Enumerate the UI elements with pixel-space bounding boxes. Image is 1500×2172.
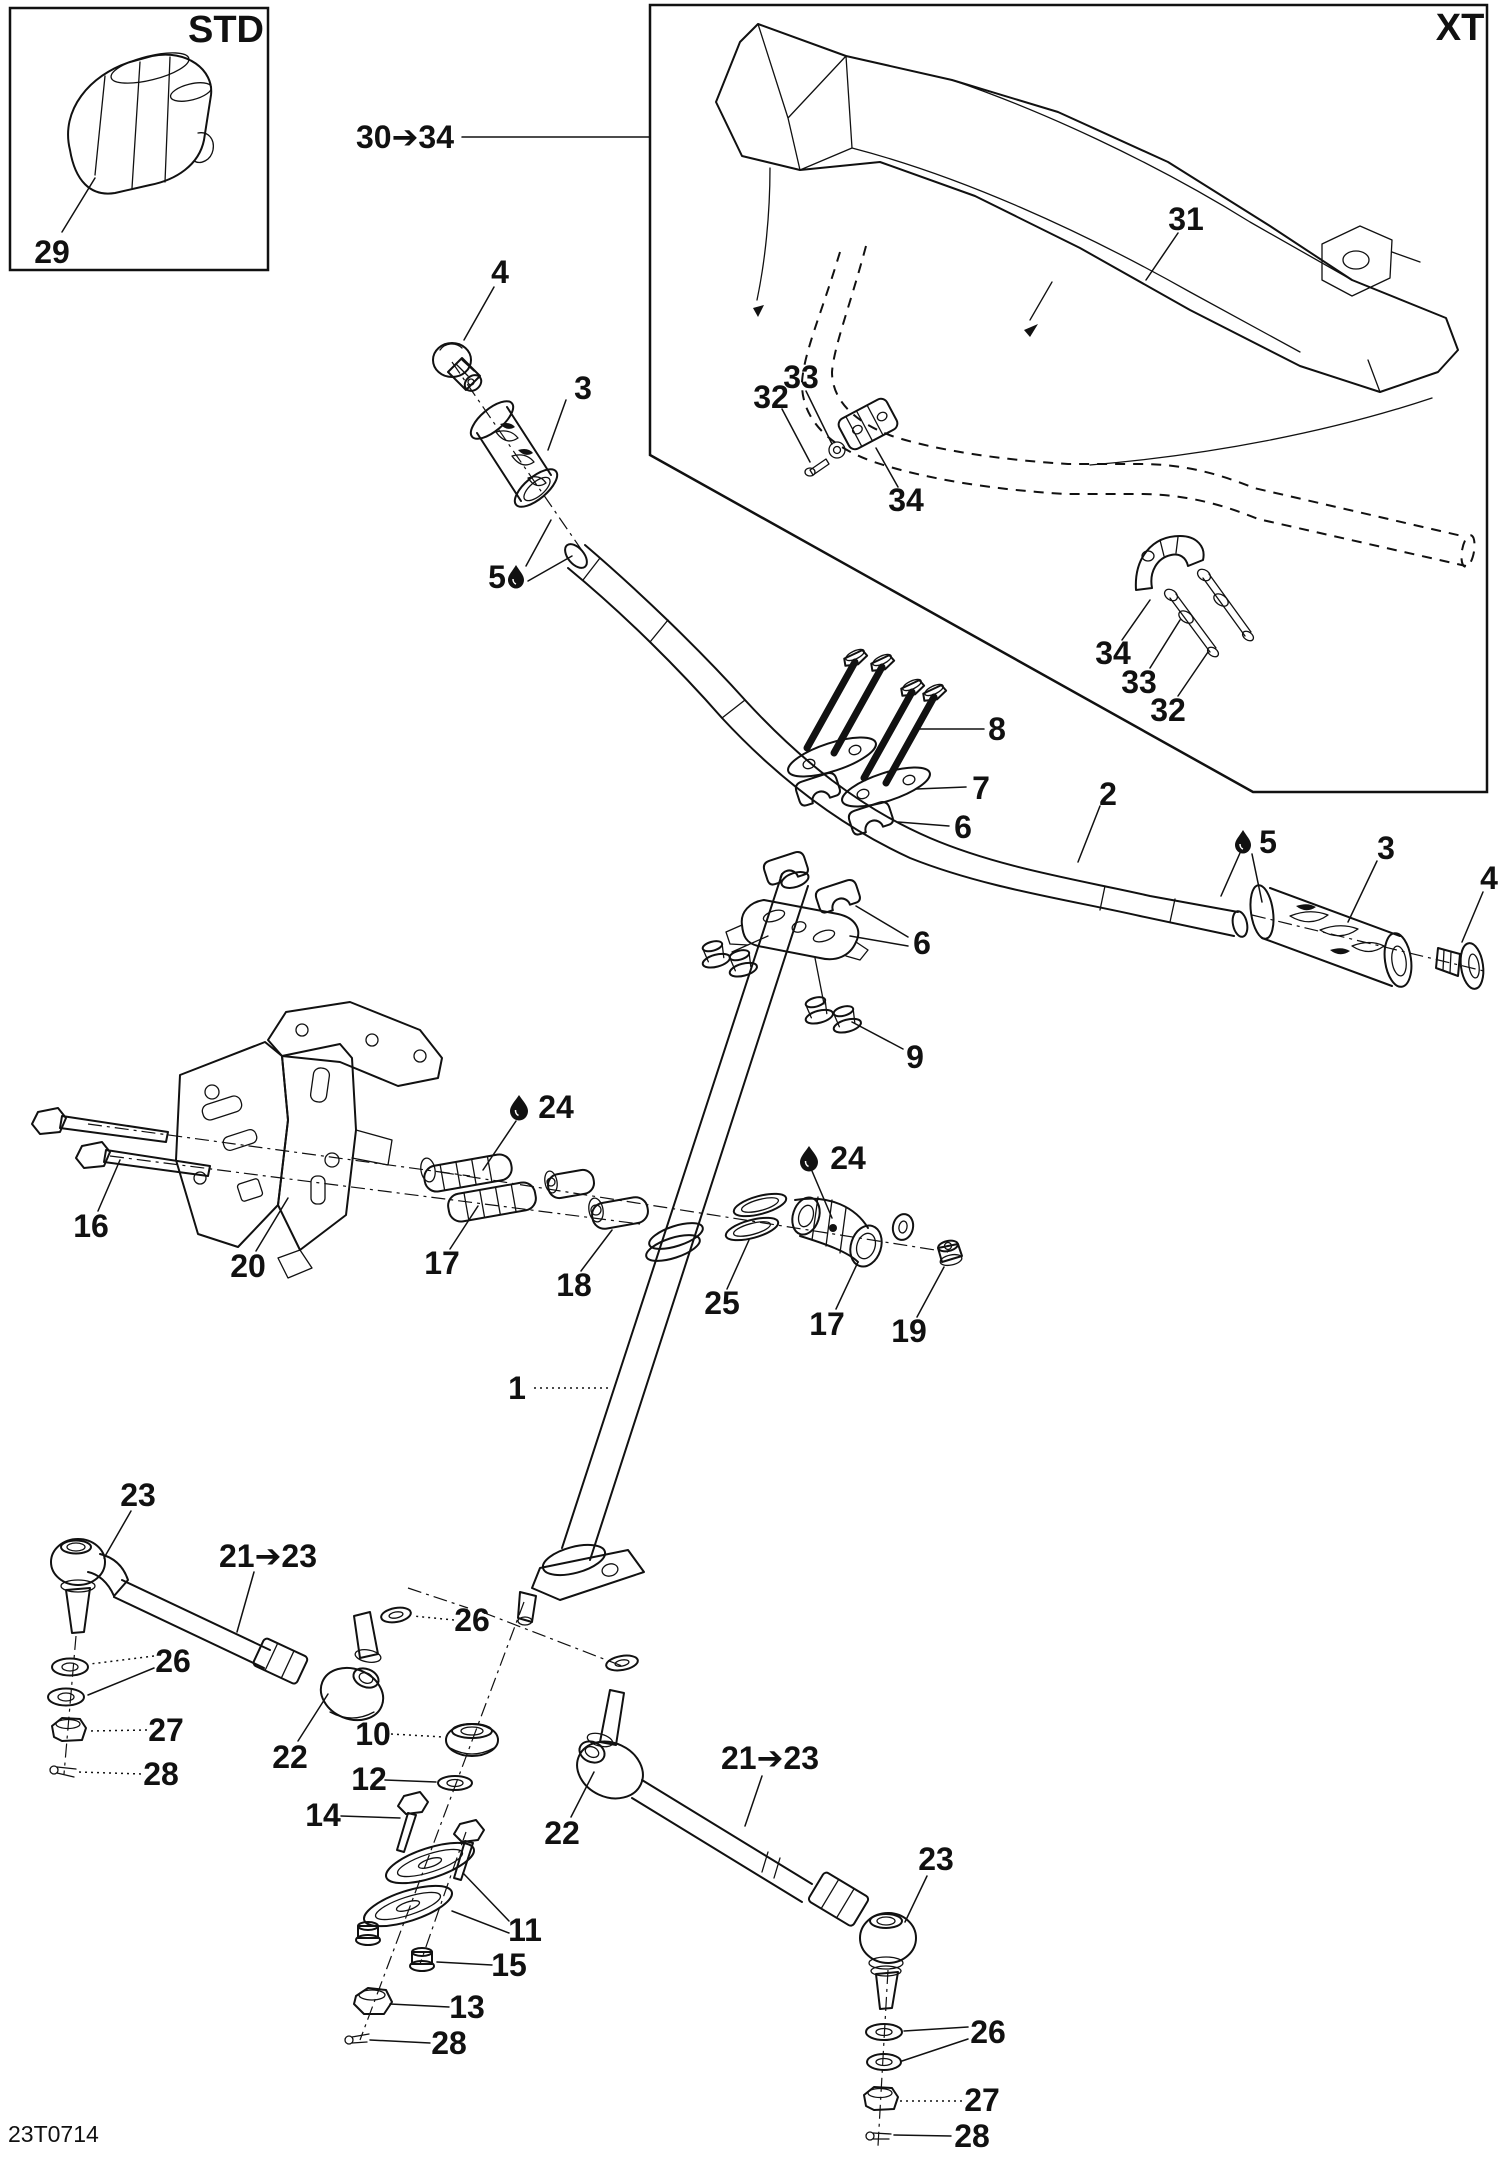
std-title: STD [188,9,264,51]
label-33a: 33 [783,359,819,395]
clamp-caps-lower [762,850,861,914]
leader-15 [437,1962,492,1965]
label-1: 1 [508,1370,526,1406]
riser-bolts [807,647,948,783]
label-28c: 28 [954,2118,990,2154]
leader-6b-1 [856,906,908,937]
label-26b: 26 [454,1602,490,1638]
label-12: 12 [351,1761,387,1797]
column-bushing-left [419,1153,538,1224]
std-inset [10,8,268,270]
handguard [716,24,1458,392]
nuts-15 [356,1922,434,1971]
label-28b: 28 [431,2025,467,2061]
leader-5a-1 [526,520,551,566]
label-8: 8 [988,711,1006,747]
leader-5a-2 [528,556,572,581]
leader-23b [905,1876,927,1922]
leader-32a [782,409,810,462]
leader-9 [852,1022,903,1049]
label-5a: 5 [488,559,506,595]
label-2: 2 [1099,776,1117,812]
label-27b: 27 [964,2082,1000,2118]
label-32b: 32 [1150,692,1186,728]
washers-26-left [48,1659,88,1706]
leader-19 [917,1267,944,1317]
bolt-icon [807,647,869,748]
label-29: 29 [34,234,70,270]
steering-arm [518,1539,644,1625]
bar-clamp-right [1136,536,1255,659]
handlebar-ghost-dashed [802,246,1477,568]
leader-24b [812,1171,832,1218]
label-22b: 22 [544,1815,580,1851]
leader-4b [1462,892,1483,942]
tie-rod-end-23-left [51,1539,128,1633]
leader-29 [62,178,95,232]
right-bar-end-cap [1436,942,1486,991]
label-range-30-34: 30➔34 [356,119,454,155]
part-29-grip-clamp [68,47,213,194]
washer-26-right-top [605,1653,639,1672]
column-collar [643,1218,705,1266]
leader-26c-2 [902,2039,968,2061]
right-grip [1247,884,1414,989]
leader-28b [370,2040,430,2043]
tie-rod-end-22-right [568,1690,652,1809]
leader-3b [1348,861,1377,922]
leader-34b [1122,600,1150,640]
leader-26a-1 [90,1656,154,1664]
leader-28c [894,2135,951,2136]
label-14: 14 [305,1797,341,1833]
mount-arrow-icons [753,168,1052,337]
leader-13 [390,2004,449,2007]
label-19: 19 [891,1313,927,1349]
label-13: 13 [449,1989,485,2025]
tie-rod-end-23-right [860,1913,916,2009]
bolt-icon [76,1142,210,1176]
axis-bushing-2 [110,1156,640,1224]
leader-33b [1150,620,1180,668]
column-bushing-right [788,1194,887,1271]
leader-11-1 [463,1873,509,1921]
label-34b: 34 [1095,635,1131,671]
label-3a: 3 [574,370,592,406]
leader-32b [1178,652,1208,696]
leader-16 [98,1160,120,1211]
label-23a: 23 [120,1477,156,1513]
label-17a: 17 [424,1245,460,1281]
leader-17a [450,1206,478,1249]
tie-rod-end-22-left [313,1612,391,1729]
label-3b: 3 [1377,830,1395,866]
label-5b: 5 [1259,824,1277,860]
label-17b: 17 [809,1306,845,1342]
label-9: 9 [906,1039,924,1075]
leader-7 [916,787,966,789]
leader-26b [413,1616,454,1620]
label-7: 7 [972,770,990,806]
leader-21-23a [237,1572,254,1632]
leader-5b-1 [1221,853,1240,896]
plates-11 [360,1835,479,1935]
leader-28a [78,1772,141,1774]
leader-33a [806,391,832,444]
xt-title: XT [1435,7,1485,49]
leader-25 [727,1240,749,1289]
cotter-pin-icon-a [50,1766,76,1777]
axis-right-grip [1252,915,1488,972]
lubricant-droplet-icon-5b [1235,830,1251,854]
bar-segment-ticks [583,558,1175,922]
label-16: 16 [73,1208,109,1244]
leader-18 [581,1230,612,1271]
bolts-14 [397,1792,484,1880]
label-18: 18 [556,1267,592,1303]
leader-5b-2 [1252,854,1262,902]
leader-22a [298,1694,328,1741]
bolt-icon [32,1108,168,1142]
label-15: 15 [491,1947,527,1983]
support-bracket [176,1002,442,1278]
left-grip [465,395,563,513]
label-26c: 26 [970,2014,1006,2050]
leader-26c-1 [904,2027,968,2031]
label-10: 10 [355,1716,391,1752]
label-11: 11 [508,1912,542,1948]
axis-bolt-b [420,1832,466,1964]
label-25: 25 [704,1285,740,1321]
label-4a: 4 [491,254,509,290]
column-spacers [543,1168,650,1230]
leader-3a [548,400,566,450]
leader-4a [464,287,494,340]
leader-14 [341,1816,400,1818]
nut-13 [354,1988,392,2014]
label-4b: 4 [1480,860,1498,896]
leader-27a [88,1730,147,1731]
drawing-code: 23T0714 [8,2121,99,2147]
label-27a: 27 [148,1712,184,1748]
label-28a: 28 [143,1756,179,1792]
cable-line [1090,398,1432,465]
label-range-21-23b: 21➔23 [721,1740,819,1776]
bolt-icon [397,1792,428,1852]
leader-21-23b [745,1776,762,1826]
tie-rod-right [568,1653,916,2009]
leader-2 [1078,806,1100,862]
label-24a: 24 [538,1089,574,1125]
xt-inset [650,5,1487,792]
o-rings [724,1189,789,1244]
leader-10 [391,1734,444,1737]
clamp-bolt-icon [1162,587,1220,659]
lubricant-droplet-icon-5a [508,565,524,589]
leader-31 [1146,233,1178,280]
label-31: 31 [1168,201,1204,237]
leader-11-2 [452,1911,509,1933]
lubricant-droplet-icon-24b [800,1146,818,1172]
label-23b: 23 [918,1841,954,1877]
label-26a: 26 [155,1643,191,1679]
leader-23a [104,1511,131,1558]
clamp-screw-icon [805,459,829,476]
lubricant-droplet-icon-24a [510,1095,528,1121]
left-bar-end-cap [433,343,484,394]
nut-19 [937,1239,963,1267]
washer-26-center [380,1606,412,1625]
handlebar [561,540,1250,938]
label-20: 20 [230,1248,266,1284]
label-24b: 24 [830,1140,866,1176]
leader-22b [571,1772,594,1817]
label-33b: 33 [1121,664,1157,700]
label-6b: 6 [913,925,931,961]
leader-26a-2 [88,1668,154,1695]
label-32a: 32 [753,379,789,415]
cotter-pin-icon-b [345,2034,369,2044]
washer-19 [891,1212,916,1242]
leader-17b [836,1262,858,1309]
label-range-21-23a: 21➔23 [219,1538,317,1574]
label-6a: 6 [954,809,972,845]
leader-6a [898,822,949,826]
label-22a: 22 [272,1739,308,1775]
label-34a: 34 [888,482,924,518]
leader-12 [385,1780,436,1782]
